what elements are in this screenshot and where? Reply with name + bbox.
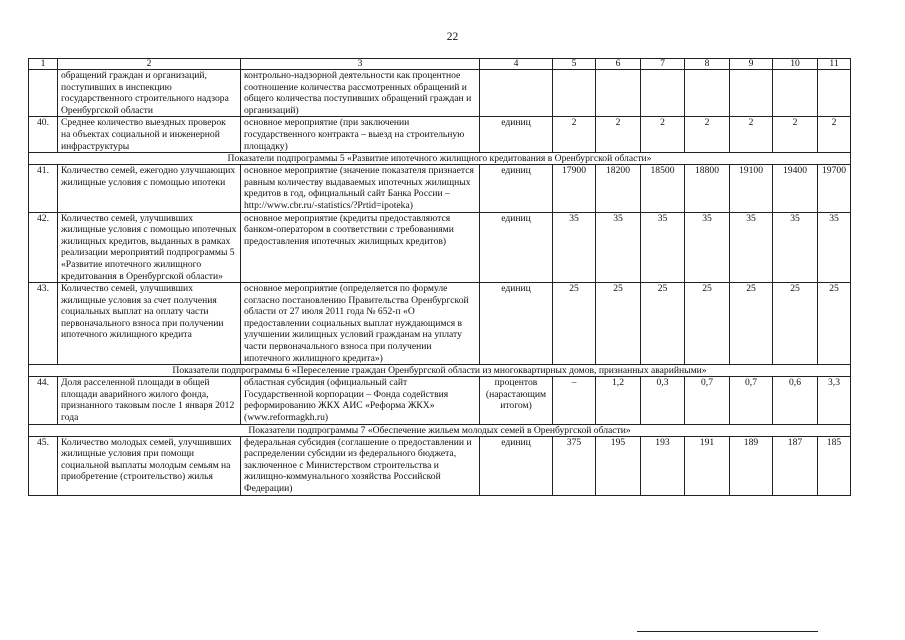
value-cell: 35 xyxy=(818,212,851,283)
value-cell xyxy=(596,70,641,117)
value-cell xyxy=(730,70,773,117)
table-row xyxy=(29,212,851,283)
value-cell: 375 xyxy=(553,436,596,495)
unit-cell: единиц xyxy=(480,212,553,283)
indicator-name: обращений граждан и организаций, поступивших в инспекцию государственного строительного надзора Оренбургской области xyxy=(58,70,241,117)
indicator-name: Среднее количество выездных проверок на объектах социальной и инженерной инфраструктуры xyxy=(58,117,241,153)
value-cell: 25 xyxy=(641,283,685,365)
unit-cell xyxy=(480,70,553,117)
value-cell: 35 xyxy=(773,212,818,283)
page-number: 22 xyxy=(446,31,459,43)
value-cell xyxy=(641,70,685,117)
value-cell: 2 xyxy=(641,117,685,153)
table-row xyxy=(29,70,851,117)
column-header: 11 xyxy=(818,59,851,70)
value-cell: 191 xyxy=(685,436,730,495)
indicator-name: Количество семей, улучшивших жилищные условия за счет получения социальных выплат на оплату части первоначального взноса при получении ипотечного жилищного кредита xyxy=(58,283,241,365)
value-cell: 35 xyxy=(685,212,730,283)
value-cell: 25 xyxy=(553,283,596,365)
value-cell: 2 xyxy=(773,117,818,153)
value-cell: 0,7 xyxy=(685,377,730,424)
section-heading-row xyxy=(29,153,851,165)
column-header: 5 xyxy=(553,59,596,70)
value-cell: 0,6 xyxy=(773,377,818,424)
column-header: 10 xyxy=(773,59,818,70)
value-cell: 18200 xyxy=(596,165,641,212)
column-header: 3 xyxy=(241,59,480,70)
indicator-basis: основное мероприятие (при заключении государственного контракта – выезд на строительную площадку) xyxy=(241,117,480,153)
indicator-name: Доля расселенной площади в общей площади аварийного жилого фонда, признанного таковым после 1 января 2012 года xyxy=(58,377,241,424)
row-number xyxy=(29,70,58,117)
column-header: 7 xyxy=(641,59,685,70)
column-number-header xyxy=(29,59,851,70)
value-cell: 2 xyxy=(553,117,596,153)
value-cell: 25 xyxy=(685,283,730,365)
row-number: 44. xyxy=(29,377,58,424)
column-header: 9 xyxy=(730,59,773,70)
value-cell: 25 xyxy=(596,283,641,365)
indicator-name: Количество молодых семей, улучшивших жилищные условия при помощи социальной выплаты молодым семьям на приобретение (строительство) жилья xyxy=(58,436,241,495)
column-header: 1 xyxy=(29,59,58,70)
value-cell: 3,3 xyxy=(818,377,851,424)
value-cell: 2 xyxy=(818,117,851,153)
unit-cell: единиц xyxy=(480,283,553,365)
value-cell: 35 xyxy=(596,212,641,283)
table-row xyxy=(29,377,851,424)
value-cell: 18500 xyxy=(641,165,685,212)
value-cell: 189 xyxy=(730,436,773,495)
table-row xyxy=(29,283,851,365)
row-number: 42. xyxy=(29,212,58,283)
indicator-basis: федеральная субсидия (соглашение о предоставлении и распределении субсидии из федерального бюджета, заключенное с Министерством строительства и жилищно-коммунального хозяйства Российской Федерации) xyxy=(241,436,480,495)
unit-cell: единиц xyxy=(480,165,553,212)
value-cell: 35 xyxy=(730,212,773,283)
indicator-basis: основное мероприятие (значение показателя признается равным количеству выдаваемых ипотечных жилищных кредитов в год, официальный сайт Банка России – http://www.cbr.ru/-statistics/?Prtid=ipoteka) xyxy=(241,165,480,212)
column-header: 8 xyxy=(685,59,730,70)
indicator-basis: основное мероприятие (кредиты предоставляются банком-оператором в соответствии с требованиями предоставления ипотечных жилищных кредитов) xyxy=(241,212,480,283)
unit-cell: единиц xyxy=(480,117,553,153)
value-cell: 35 xyxy=(641,212,685,283)
section-heading: Показатели подпрограммы 5 «Развитие ипотечного жилищного кредитования в Оренбургской области» xyxy=(29,153,851,165)
row-number: 43. xyxy=(29,283,58,365)
row-number: 45. xyxy=(29,436,58,495)
value-cell: 17900 xyxy=(553,165,596,212)
indicators-table xyxy=(28,58,851,496)
value-cell: 1,2 xyxy=(596,377,641,424)
unit-cell: процентов (нарастающим итогом) xyxy=(480,377,553,424)
value-cell: 0,3 xyxy=(641,377,685,424)
value-cell: 19400 xyxy=(773,165,818,212)
value-cell: 195 xyxy=(596,436,641,495)
value-cell xyxy=(553,70,596,117)
value-cell xyxy=(773,70,818,117)
column-header: 4 xyxy=(480,59,553,70)
value-cell: 18800 xyxy=(685,165,730,212)
section-heading-row xyxy=(29,424,851,436)
value-cell: 35 xyxy=(553,212,596,283)
value-cell: 185 xyxy=(818,436,851,495)
value-cell: 2 xyxy=(730,117,773,153)
section-heading: Показатели подпрограммы 6 «Переселение граждан Оренбургской области из многоквартирных домов, признанных аварийными» xyxy=(29,365,851,377)
table-row xyxy=(29,117,851,153)
column-header: 6 xyxy=(596,59,641,70)
unit-cell: единиц xyxy=(480,436,553,495)
indicator-basis: основное мероприятие (определяется по формуле согласно постановлению Правительства Оренбургской области от 27 июля 2011 года № 652-п «О предоставлении социальных выплат нуждающимся в улучшении жилищных условий гражданам на уплату части первоначального взноса при получении ипотечного жилищного кредита») xyxy=(241,283,480,365)
value-cell: 187 xyxy=(773,436,818,495)
table-row xyxy=(29,165,851,212)
value-cell: 0,7 xyxy=(730,377,773,424)
row-number: 41. xyxy=(29,165,58,212)
value-cell: 193 xyxy=(641,436,685,495)
section-heading: Показатели подпрограммы 7 «Обеспечение жильем молодых семей в Оренбургской области» xyxy=(29,424,851,436)
value-cell: – xyxy=(553,377,596,424)
indicator-basis: контрольно-надзорной деятельности как процентное соотношение количества рассмотренных обращений и общего количества поступивших обращений граждан и организаций) xyxy=(241,70,480,117)
value-cell xyxy=(818,70,851,117)
value-cell: 25 xyxy=(773,283,818,365)
value-cell: 19100 xyxy=(730,165,773,212)
value-cell: 2 xyxy=(685,117,730,153)
value-cell xyxy=(685,70,730,117)
indicator-name: Количество семей, ежегодно улучшающих жилищные условия с помощью ипотеки xyxy=(58,165,241,212)
indicator-basis: областная субсидия (официальный сайт Государственной корпорации – Фонда содействия реформированию ЖКХ АИС «Реформа ЖКХ» (www.reformagkh.ru) xyxy=(241,377,480,424)
table-row xyxy=(29,436,851,495)
column-header: 2 xyxy=(58,59,241,70)
value-cell: 25 xyxy=(818,283,851,365)
value-cell: 19700 xyxy=(818,165,851,212)
value-cell: 25 xyxy=(730,283,773,365)
section-heading-row xyxy=(29,365,851,377)
row-number: 40. xyxy=(29,117,58,153)
indicator-name: Количество семей, улучшивших жилищные условия с помощью ипотечных жилищных кредитов, выданных в рамках реализации мероприятий подпрограммы 5 «Развитие ипотечного жилищного кредитования в Оренбургской области» xyxy=(58,212,241,283)
footer-rule xyxy=(637,631,818,632)
value-cell: 2 xyxy=(596,117,641,153)
